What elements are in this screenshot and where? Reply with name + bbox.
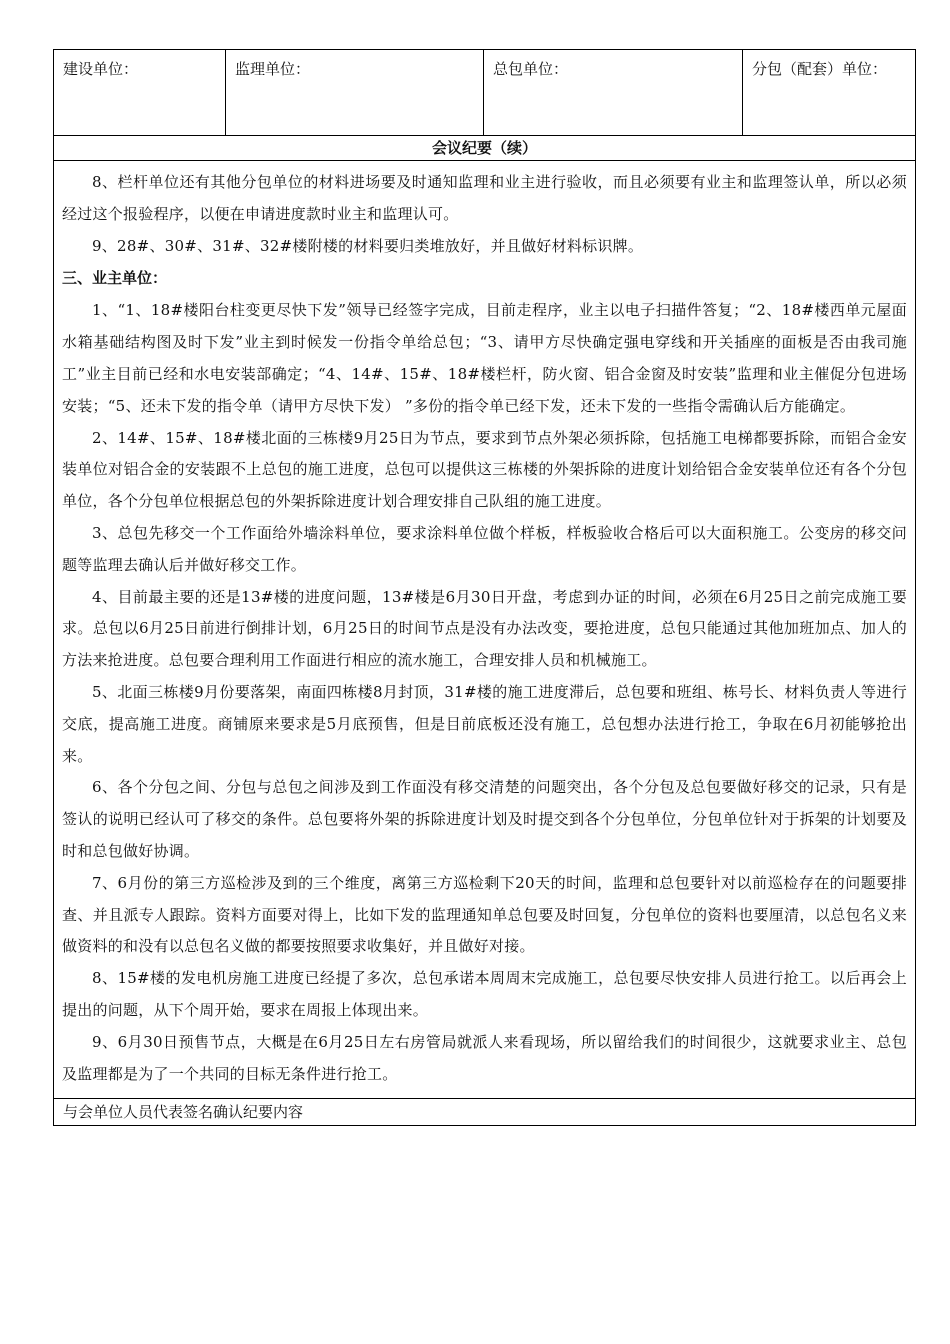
- paragraph: 9、6月30日预售节点，大概是在6月25日左右房管局就派人来看现场，所以留给我们的时间很少，这就要求业主、总包及监理都是为了一个共同的目标无条件进行抢工。: [62, 1032, 907, 1083]
- page-title: 会议纪要（续）: [54, 136, 916, 161]
- section-heading: 三、业主单位：: [62, 269, 168, 288]
- footer-row: [54, 1099, 916, 1126]
- paragraph: 6、各个分包之间、分包与总包之间涉及到工作面没有移交清楚的问题突出，各个分包及总包要做好移交的记录，只有是签认的说明已经认可了移交的条件。总包要将外架的拆除进度计划及时提交到各个分包单位，分包单位针对于拆架的计划要及时和总包做好协调。: [62, 778, 907, 860]
- paragraph: 7、6月份的第三方巡检涉及到的三个维度，离第三方巡检剩下20天的时间，监理和总包要针对以前巡检存在的问题要排查、并且派专人跟踪。资料方面要对得上，比如下发的监理通知单总包要及时回复，分包单位的资料也要厘清，以总包名义来做资料的和没有以总包名义做的都要按照要求收集好，并且做好对接。: [62, 873, 907, 956]
- minutes-body: [54, 161, 916, 1099]
- paragraph: 9、28#、30#、31#、32#楼附楼的材料要归类堆放好，并且做好材料标识牌。: [92, 236, 644, 255]
- title-row: [54, 136, 916, 161]
- subcontractor-unit-cell: 分包（配套）单位：: [743, 50, 916, 136]
- paragraph: 2、14#、15#、18#楼北面的三栋楼9月25日为节点，要求到节点外架必须拆除，包括施工电梯都要拆除，而铝合金安装单位对铝合金的安装跟不上总包的施工进度，总包可以提供这三栋楼的外架拆除的进度计划给铝合金安装单位还有各个分包单位，各个分包单位根据总包的外架拆除进度计划合理安排自己队组的施工进度。: [62, 428, 907, 511]
- supervision-unit-cell: 监理单位：: [226, 50, 484, 136]
- paragraph: 1、“1、18#楼阳台柱变更尽快下发”领导已经签字完成，目前走程序，业主以电子扫描件答复；“2、18#楼西单元屋面水箱基础结构图及时下发”业主到时候发一份指令单给总包；“3、请甲方尽快确定强电穿线和开关插座的面板是否由我司施工”业主目前已经和水电安装部确定；“4、14#、15#、18#楼栏杆，防火窗、铝合金窗及时安装”监理和业主催促分包进场安装；“5、还未下发的指令单（请甲方尽快下发） ”多份的指令单已经下发，还未下发的一些指令需确认后方能确定。: [62, 301, 907, 415]
- construction-unit-cell: 建设单位：: [54, 50, 226, 136]
- paragraph: 8、15#楼的发电机房施工进度已经提了多次，总包承诺本周周末完成施工，总包要尽快安排人员进行抢工。以后再会上提出的问题，从下个周开始，要求在周报上体现出来。: [62, 969, 907, 1019]
- meeting-minutes-sheet: [53, 49, 915, 1126]
- paragraph: 4、目前最主要的还是13#楼的进度问题，13#楼是6月30日开盘，考虑到办证的时间，必须在6月25日之前完成施工要求。总包以6月25日前进行倒排计划，6月25日的时间节点是没有办法改变，要抢进度，总包只能通过其他加班加点、加人的方法来抢进度。总包要合理利用工作面进行相应的流水施工，合理安排人员和机械施工。: [62, 587, 907, 670]
- paragraph: 8、栏杆单位还有其他分包单位的材料进场要及时通知监理和业主进行验收，而且必须要有业主和监理签认单，所以必须经过这个报验程序，以便在申请进度款时业主和监理认可。: [62, 173, 907, 223]
- paragraph: 3、总包先移交一个工作面给外墙涂料单位，要求涂料单位做个样板，样板验收合格后可以大面积施工。公变房的移交问题等监理去确认后并做好移交工作。: [62, 523, 907, 574]
- signature-confirmation-label: 与会单位人员代表签名确认纪要内容: [54, 1099, 916, 1126]
- general-contractor-cell: 总包单位：: [484, 50, 743, 136]
- units-row: [54, 50, 916, 136]
- content-row: [54, 161, 916, 1099]
- paragraph: 5、北面三栋楼9月份要落架，南面四栋楼8月封顶，31#楼的施工进度滞后，总包要和班组、栋号长、材料负责人等进行交底，提高施工进度。商铺原来要求是5月底预售，但是目前底板还没有施工，总包想办法进行抢工，争取在6月初能够抢出来。: [62, 682, 907, 765]
- minutes-table: [53, 49, 916, 1126]
